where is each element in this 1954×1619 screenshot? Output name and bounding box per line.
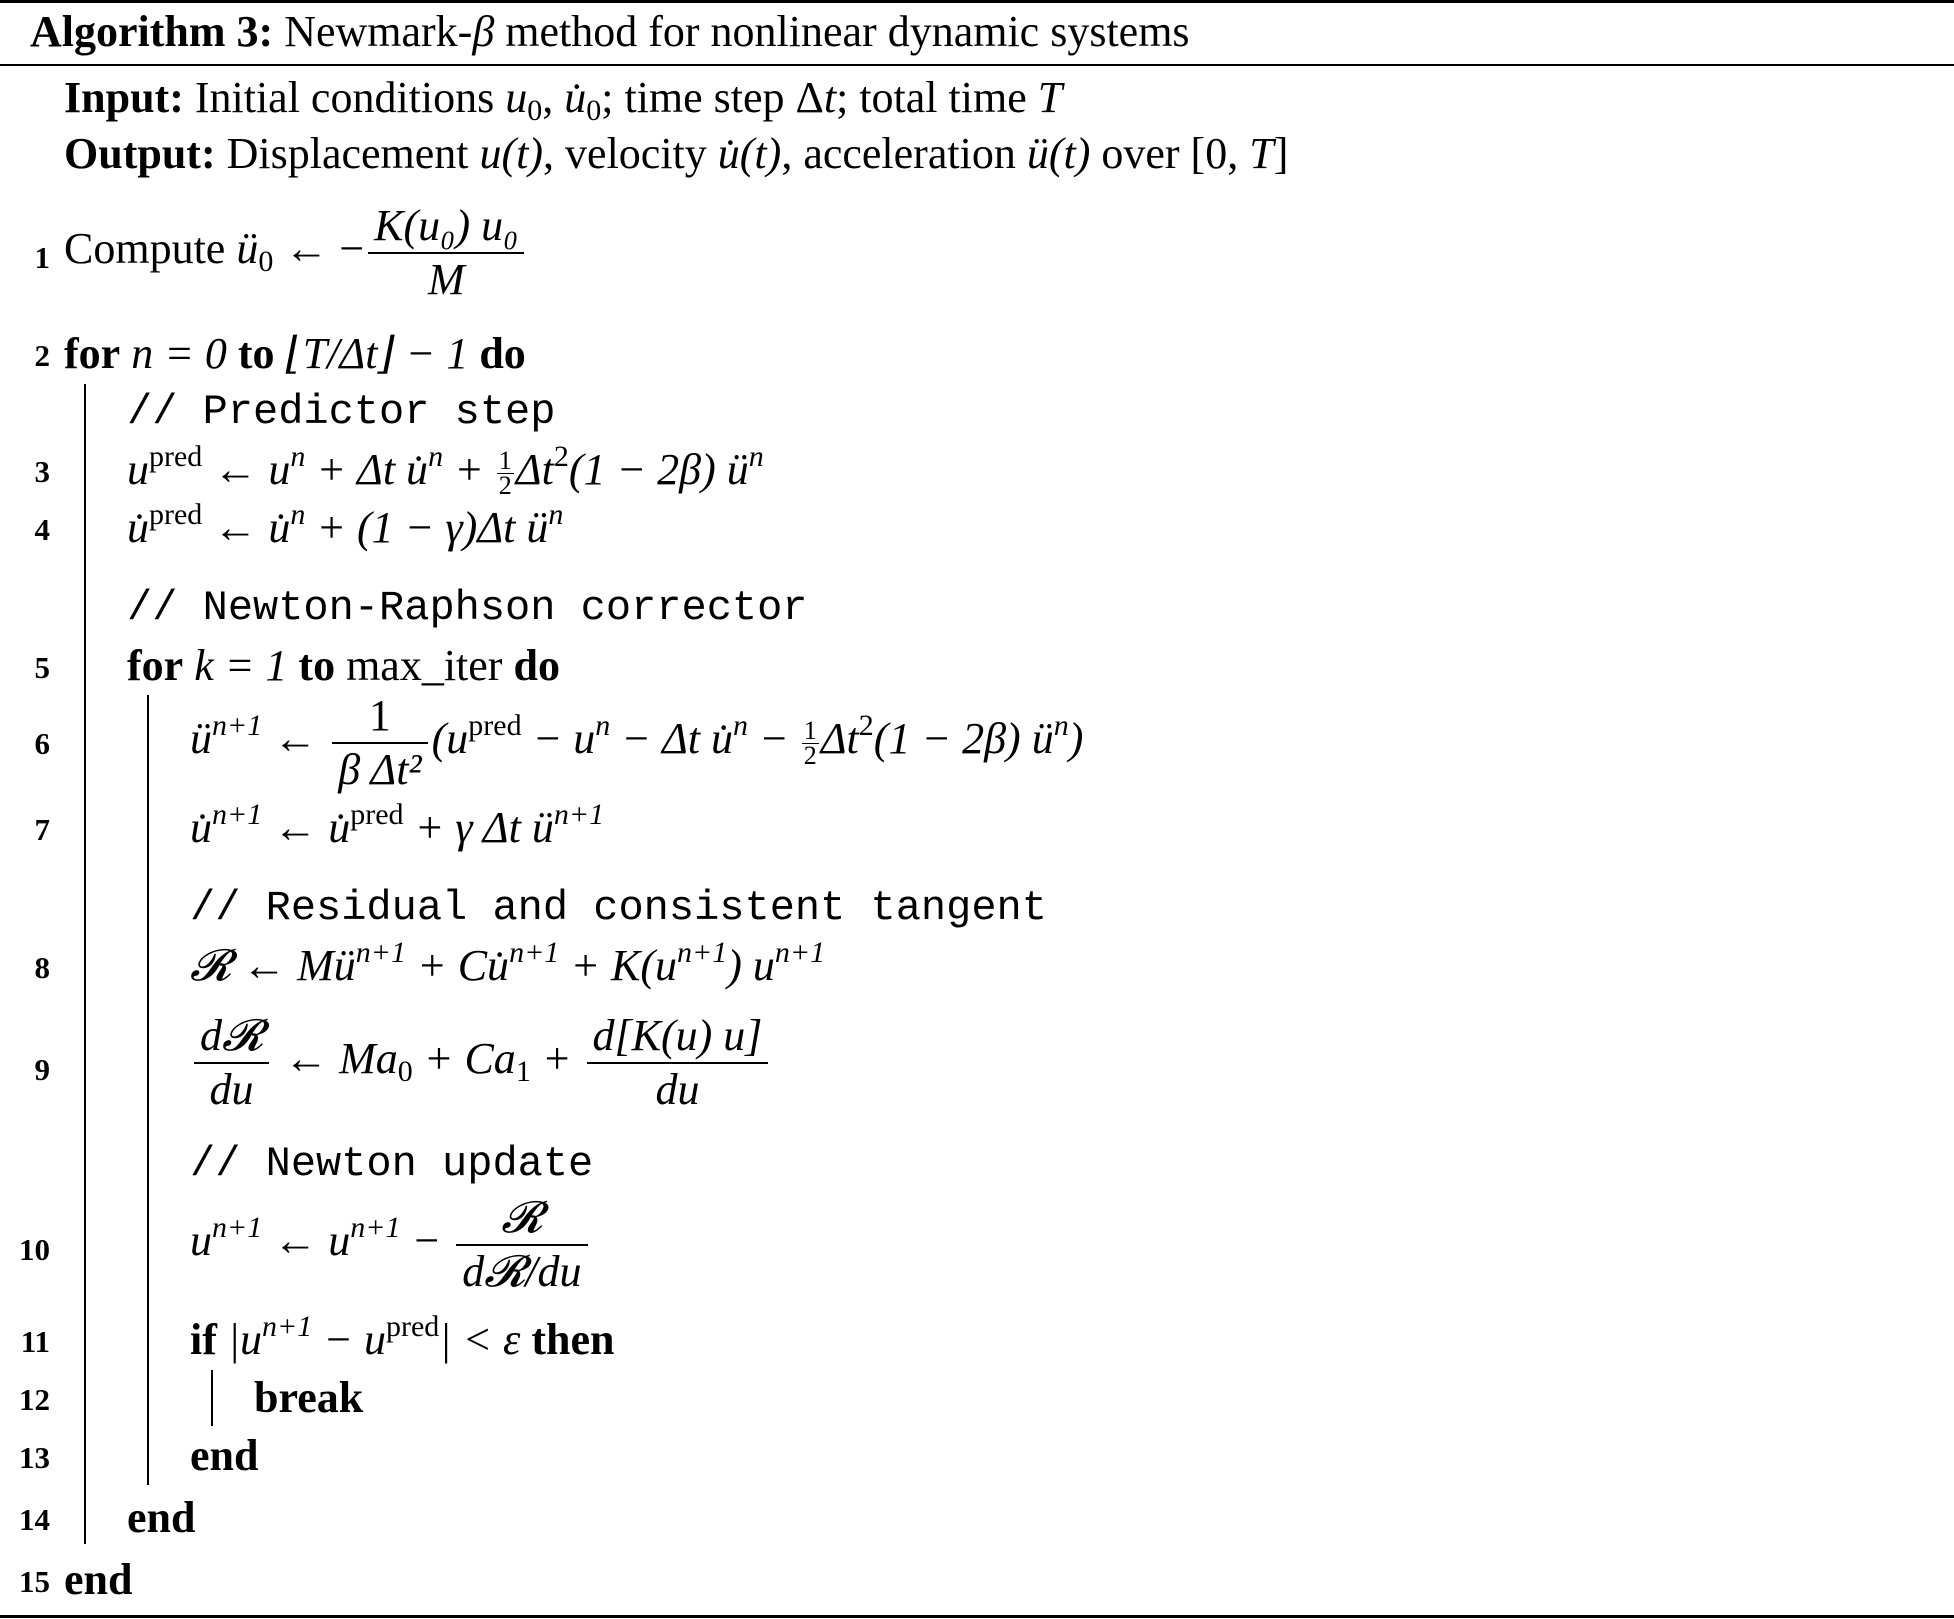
l6-g: ) bbox=[1068, 714, 1084, 764]
l6-sup-a: pred bbox=[468, 709, 522, 743]
l3-f: (1 − 2β) ü bbox=[568, 445, 749, 494]
input-v0-sub: 0 bbox=[586, 94, 602, 127]
output-close: ] bbox=[1273, 129, 1289, 178]
comment-predictor: // Predictor step bbox=[127, 388, 556, 436]
l3-c: + Δt u̇ bbox=[305, 445, 429, 494]
l6-b: − u bbox=[521, 714, 596, 764]
l3-half-num: 1 bbox=[498, 446, 512, 476]
line-number: 2 bbox=[34, 338, 50, 373]
line-number: 3 bbox=[34, 454, 50, 489]
line-number: 11 bbox=[20, 1324, 50, 1359]
kw-do: do bbox=[513, 641, 560, 690]
line-number: 1 bbox=[34, 240, 50, 275]
line-number: 8 bbox=[34, 950, 50, 985]
l9-frac2-den: du bbox=[655, 1065, 700, 1114]
output-T: T bbox=[1249, 129, 1274, 178]
line-number: 14 bbox=[19, 1502, 50, 1537]
input-sep: , bbox=[542, 73, 565, 122]
input-line bbox=[64, 70, 1062, 126]
l1-lhs-sub: 0 bbox=[258, 245, 274, 279]
l1-arrow: ← − bbox=[273, 224, 365, 274]
input-label: Input: bbox=[64, 73, 184, 122]
l6-half bbox=[802, 715, 819, 770]
input-T: T bbox=[1037, 73, 1063, 122]
line-number: 5 bbox=[34, 650, 50, 685]
l3-b: ← u bbox=[202, 445, 291, 494]
l7-lhs-sup: n+1 bbox=[212, 798, 263, 831]
l6-a: (u bbox=[431, 714, 469, 764]
input-total-text: ; total time bbox=[836, 73, 1038, 122]
l9-sub-b: 1 bbox=[515, 1055, 531, 1089]
l9-b: + Ca bbox=[412, 1034, 516, 1084]
l3-sup-c: n bbox=[428, 440, 444, 473]
line-number: 9 bbox=[34, 1052, 50, 1087]
l8-lhs: 𝓡 bbox=[190, 941, 232, 990]
caption-title-prefix: Newmark- bbox=[284, 7, 473, 56]
l3-d: + bbox=[443, 445, 495, 494]
l11-a: |u bbox=[216, 1315, 262, 1364]
line-number: 12 bbox=[19, 1382, 50, 1417]
line-number: 4 bbox=[34, 512, 50, 547]
line-10 bbox=[190, 1192, 592, 1298]
l1-text: Compute bbox=[64, 224, 237, 274]
l11-sup-b: pred bbox=[385, 1310, 440, 1343]
line-5 bbox=[127, 638, 560, 694]
line-6 bbox=[190, 690, 1083, 796]
l11-b: − u bbox=[312, 1315, 386, 1364]
l4-a: u̇ bbox=[127, 503, 149, 552]
line-2 bbox=[64, 326, 526, 382]
l6-sup-c: n bbox=[733, 709, 749, 743]
l3-sup-e: 2 bbox=[553, 440, 569, 473]
l7-b: + γ Δt ü bbox=[403, 803, 554, 852]
output-t2: (t) bbox=[739, 129, 782, 178]
l3-sup-b: n bbox=[290, 440, 306, 473]
comment-corrector: // Newton-Raphson corrector bbox=[127, 584, 808, 632]
line-14-end: end bbox=[127, 1493, 196, 1542]
algorithm-caption bbox=[30, 4, 1190, 60]
l6-lhs: ü bbox=[190, 714, 212, 764]
l8-c: + K(u bbox=[559, 941, 678, 990]
line-number: 15 bbox=[19, 1564, 50, 1599]
kw-to: to bbox=[298, 641, 336, 690]
kw-for: for bbox=[127, 641, 184, 690]
for-k-block-bar bbox=[147, 695, 149, 1485]
l3-half bbox=[497, 446, 514, 501]
l3-a: u bbox=[127, 445, 149, 494]
l6-d: − bbox=[748, 714, 800, 764]
l4-c: + (1 − γ)Δt ü bbox=[305, 503, 549, 552]
output-label: Output: bbox=[64, 129, 216, 178]
l9-frac1-den: du bbox=[209, 1065, 254, 1114]
l4-sup-c: n bbox=[548, 498, 564, 531]
l10-sup-a: n+1 bbox=[350, 1211, 401, 1245]
l1-frac-den: M bbox=[427, 255, 465, 304]
input-t: t bbox=[823, 73, 837, 122]
comment-newton-update: // Newton update bbox=[190, 1140, 594, 1188]
line-13-end: end bbox=[190, 1431, 259, 1480]
line-number: 10 bbox=[19, 1232, 50, 1267]
l5-expr: k = 1 bbox=[183, 641, 299, 690]
line-11 bbox=[190, 1312, 615, 1368]
kw-do: do bbox=[479, 329, 526, 378]
line-7 bbox=[190, 800, 604, 856]
output-t3: (t) bbox=[1048, 129, 1091, 178]
l7-a: ← u̇ bbox=[262, 803, 351, 852]
caption-beta: β bbox=[472, 7, 495, 56]
output-acc: ü bbox=[1026, 129, 1049, 178]
caption-title-suffix: method for nonlinear dynamic systems bbox=[494, 7, 1190, 56]
l8-sup-c: n+1 bbox=[677, 936, 728, 969]
kw-for: for bbox=[64, 329, 121, 378]
top-rule bbox=[0, 0, 1954, 3]
l2-expr: n = 0 bbox=[120, 329, 238, 378]
line-1 bbox=[64, 200, 528, 306]
output-vel: u̇ bbox=[717, 129, 740, 178]
line-4 bbox=[127, 500, 563, 556]
l1-frac-num: K(u₀) u₀ bbox=[368, 200, 524, 254]
output-text-a: Displacement bbox=[215, 129, 480, 178]
l6-frac-den: β Δt² bbox=[338, 745, 422, 794]
l10-fraction bbox=[456, 1192, 587, 1298]
l2-range: ⌊T/Δt⌋ − 1 bbox=[274, 329, 480, 378]
l10-lhs: u bbox=[190, 1216, 212, 1266]
output-disp: u bbox=[479, 129, 502, 178]
l3-sup-f: n bbox=[748, 440, 764, 473]
l7-sup-b: n+1 bbox=[553, 798, 605, 831]
l10-frac-den: d𝓡/du bbox=[462, 1247, 582, 1296]
l3-half-den: 2 bbox=[498, 471, 512, 501]
l8-sup-a: n+1 bbox=[355, 936, 407, 969]
l4-sup-b: n bbox=[290, 498, 306, 531]
line-8 bbox=[190, 938, 825, 994]
line-15-end: end bbox=[64, 1555, 133, 1604]
l8-b: + Cu̇ bbox=[406, 941, 510, 990]
l1-lhs: ü bbox=[236, 224, 259, 274]
l6-fraction bbox=[332, 690, 427, 796]
caption-label: Algorithm 3: bbox=[30, 7, 274, 56]
comment-residual: // Residual and consistent tangent bbox=[190, 884, 1047, 932]
input-u0-sub: 0 bbox=[527, 94, 543, 127]
l3-e: Δt bbox=[515, 445, 554, 494]
line-3 bbox=[127, 440, 764, 501]
line-number: 6 bbox=[34, 726, 50, 761]
l11-c: | < ε bbox=[439, 1315, 532, 1364]
for-n-block-bar bbox=[84, 384, 86, 1544]
l6-e: Δt bbox=[820, 714, 859, 764]
l8-a: ← Mü bbox=[231, 941, 356, 990]
l6-sup-f: n bbox=[1053, 709, 1069, 743]
output-text-c: , acceleration bbox=[781, 129, 1027, 178]
l6-f: (1 − 2β) ü bbox=[873, 714, 1054, 764]
line-number: 13 bbox=[19, 1440, 50, 1475]
l4-sup-a: pred bbox=[149, 498, 203, 531]
l9-a: ← Ma bbox=[273, 1034, 398, 1084]
l8-sup-d: n+1 bbox=[774, 936, 826, 969]
l6-sup-b: n bbox=[595, 709, 611, 743]
l11-sup-a: n+1 bbox=[262, 1310, 313, 1343]
output-text-d: over [0, bbox=[1090, 129, 1250, 178]
l9-sub-a: 0 bbox=[397, 1055, 413, 1089]
input-u0: u bbox=[505, 73, 528, 122]
l9-frac2-num: d[K(u) u] bbox=[587, 1010, 769, 1064]
l6-half-den: 2 bbox=[803, 740, 817, 770]
l6-half-num: 1 bbox=[803, 715, 817, 745]
l3-sup-a: pred bbox=[149, 440, 203, 473]
caption-rule bbox=[0, 64, 1954, 66]
l6-sup-e: 2 bbox=[858, 709, 874, 743]
line-number: 7 bbox=[34, 812, 50, 847]
if-block-bar bbox=[211, 1370, 213, 1426]
l6-arrow: ← bbox=[262, 714, 329, 764]
l6-c: − Δt u̇ bbox=[610, 714, 734, 764]
line-12-break: break bbox=[254, 1373, 364, 1422]
input-text: Initial conditions bbox=[183, 73, 506, 122]
input-v0: u̇ bbox=[564, 73, 587, 122]
l5-range: max_iter bbox=[335, 641, 514, 690]
l9-fraction-rhs bbox=[587, 1010, 769, 1116]
input-timestep-text: ; time step Δ bbox=[601, 73, 824, 122]
output-t1: (t) bbox=[501, 129, 544, 178]
l8-d: ) u bbox=[727, 941, 775, 990]
l9-frac1-num: d𝓡 bbox=[194, 1010, 269, 1064]
bottom-rule bbox=[0, 1615, 1954, 1618]
l10-lhs-sup: n+1 bbox=[212, 1211, 263, 1245]
l8-sup-b: n+1 bbox=[509, 936, 560, 969]
l4-b: ← u̇ bbox=[202, 503, 291, 552]
kw-then: then bbox=[531, 1315, 615, 1364]
l7-sup-a: pred bbox=[350, 798, 404, 831]
l10-a: ← u bbox=[262, 1216, 351, 1266]
l6-lhs-sup: n+1 bbox=[212, 709, 263, 743]
line-9 bbox=[190, 1010, 772, 1116]
l10-b: − bbox=[400, 1216, 453, 1266]
output-line bbox=[64, 126, 1288, 182]
output-text-b: , velocity bbox=[543, 129, 718, 178]
kw-if: if bbox=[190, 1315, 217, 1364]
l10-frac-num: 𝓡 bbox=[456, 1192, 587, 1246]
l9-fraction-lhs bbox=[194, 1010, 269, 1116]
kw-to: to bbox=[237, 329, 275, 378]
l7-lhs: u̇ bbox=[190, 803, 212, 852]
l1-fraction bbox=[368, 200, 524, 306]
l6-frac-num: 1 bbox=[332, 690, 427, 744]
l9-c: + bbox=[530, 1034, 583, 1084]
